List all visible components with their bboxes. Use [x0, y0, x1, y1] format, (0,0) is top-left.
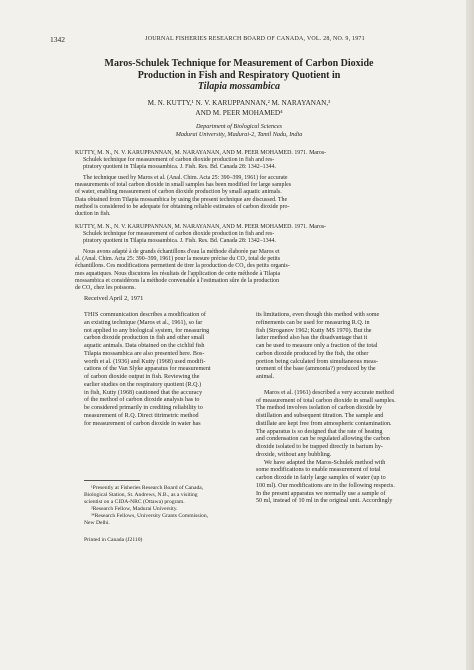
- body-line: an existing technique (Maros et al., 1961), so far: [84, 319, 203, 326]
- body-line: In the present apparatus we normally use a sample of: [256, 490, 386, 497]
- affiliation: [50, 123, 428, 139]
- footnote-rule: [84, 480, 140, 481]
- body-line: dioxide isolated to be trapped directly in barium hy-: [256, 444, 383, 450]
- body-line: earlier studies on the respiratory quotient (R.Q.): [84, 381, 202, 388]
- body-line: measurement of R.Q. Direct titrimetric method: [84, 412, 199, 419]
- author-list: [50, 99, 428, 118]
- citation-french: [75, 224, 403, 246]
- authors-line-1: M. N. KUTTY,¹ N. V. KARUPPANNAN,² M. NARAYANAN,³: [147, 99, 331, 107]
- authors-line-2: AND M. PEER MOHAMED⁴: [195, 108, 283, 117]
- body-line: some modifications to enable measurement of total: [256, 467, 381, 474]
- body-line: The apparatus is so designed that the rate of heating: [256, 428, 383, 435]
- citation-line: Schulek technique for measurement of carbon dioxide production in fish and res-: [83, 157, 275, 164]
- affiliation-department: Department of Biological Sciences: [195, 123, 283, 130]
- affiliation-university: Madurai University, Madurai-2, Tamil Nadu, India: [175, 130, 303, 138]
- body-line: Maros et al. (1961) described a very accurate method: [264, 389, 394, 396]
- received-date: Received April 2, 1971: [84, 295, 144, 302]
- citation-line: piratory quotient in Tilapia mossambica. J. Fish. Res. Bd. Canada 28: 1342–1344.: [83, 238, 276, 245]
- article-title: [50, 58, 428, 93]
- body-line: not applied to any biological system, for measuring: [84, 327, 210, 334]
- page-number: 1342: [50, 35, 65, 44]
- printed-in-note: Printed in Canada (J2110): [84, 537, 143, 543]
- abstract-line: al. (Anal. Chim. Acta 25: 390–399, 1961) pour la mesure précise du CO₂ total de petits: [75, 256, 281, 263]
- body-line: its limitations, even though this method with some: [256, 312, 380, 318]
- citation-english: [75, 150, 403, 172]
- abstract-line: Nous avons adapté à de grands échantillons d'eau la méthode élaborée par Maros et: [83, 249, 280, 255]
- body-line: carbon dioxide produced by the fish, the other: [256, 350, 369, 357]
- lead-word: THIS: [84, 312, 99, 318]
- body-line: of the method of carbon dioxide analysis has to: [84, 397, 200, 404]
- body-line: distillation and subsequent titration. The sample and: [256, 413, 384, 419]
- body-line: of carbon dioxide output in fish. Reviewing the: [84, 374, 200, 380]
- abstract-line: Data obtained from Tilapia mossambica by using the present technique are discussed. The: [75, 196, 288, 203]
- body-line: droxide, without any bubbling.: [256, 451, 332, 458]
- body-line: Tilapia mossambica are also presented here. Bos-: [84, 350, 205, 357]
- footnote-line: ²Research Fellow, Madurai University.: [91, 506, 178, 513]
- abstract-line: method is considered to be adequate for obtaining reliable estimates of carbon dioxide pro-: [75, 203, 290, 210]
- abstract-line: duction in fish.: [75, 211, 111, 218]
- journal-title: JOURNAL FISHERIES RESEARCH BOARD OF CANADA, VOL. 28, NO. 9, 1971: [145, 36, 365, 42]
- body-column-left: [84, 312, 262, 428]
- body-line: latter method also has the disadvantage that it: [256, 335, 368, 342]
- abstract-line: de CO₂ chez les poissons.: [75, 285, 136, 292]
- body-line: 100 ml). Our modifications are in the following respects.: [256, 482, 395, 489]
- body-line: We have adapted the Maros-Schulek method with: [264, 459, 386, 466]
- citation-line: Schulek technique for measurement of carbon dioxide production in fish and res-: [83, 231, 275, 238]
- body-column-right: [256, 312, 442, 506]
- body-line: in fish, Kutty (1968) cautioned that the accuracy: [84, 389, 203, 396]
- citation-line: piratory quotient in Tilapia mossambica. J. Fish. Res. Bd. Canada 28: 1342–1344.: [83, 164, 276, 171]
- abstract-line: The technique used by Maros et al. (Anal. Chim. Acta 25: 390–399, 1961) for accurate: [83, 175, 288, 181]
- footnote-line: ³⁴Research Fellows, University Grants Commission,: [91, 513, 209, 520]
- body-line: of measurement of total carbon dioxide in small samples.: [256, 397, 396, 404]
- footnote-line: Biological Station, St. Andrews, N.B., as a visiting: [84, 492, 198, 499]
- running-header: [50, 36, 428, 46]
- body-line: communication describes a modification of: [98, 312, 206, 318]
- citation-line: KUTTY, M. N., N. V. KARUPPANNAN, M. NARAYANAN, AND M. PEER MOHAMED. 1971. Maros-: [75, 224, 327, 230]
- body-line: refinements can be used for measuring R.Q. in: [256, 319, 370, 326]
- title-line-2: Production in Fish and Respiratory Quotient in: [137, 69, 341, 81]
- body-line: urement of the base (ammonia?) produced by the: [256, 366, 376, 373]
- footnote-line: scientist on a CIDA-NRC (Ottawa) program.: [84, 499, 185, 506]
- body-line: be considered primarily in crediting reliability to: [84, 405, 203, 411]
- abstract-line: échantillons. Ces modifications permettent de tirer la production de CO₂ des petits organis-: [75, 263, 290, 270]
- body-line: worth et al. (1936) and Kutty (1968) used modifi-: [84, 358, 206, 365]
- title-line-3: Tilapia mossambica: [197, 81, 281, 92]
- abstract-line: of water, enabling measurement of carbon dioxide production by small aquatic animals.: [75, 189, 282, 196]
- body-line: 50 ml, instead of 10 ml in the original unit. Accordingly: [256, 498, 393, 505]
- abstract-english: [75, 175, 403, 218]
- body-line: animal.: [256, 374, 275, 380]
- footnote-line: New Delhi.: [84, 520, 110, 527]
- abstract-french: [75, 249, 403, 292]
- scan-edge: [466, 0, 474, 670]
- footnotes: [84, 485, 264, 528]
- body-line: can be used to measure only a fraction of the total: [256, 343, 378, 349]
- body-line: carbon dioxide production in fish and other small: [84, 335, 205, 342]
- citation-line: KUTTY, M. N., N. V. KARUPPANNAN, M. NARAYANAN, AND M. PEER MOHAMED. 1971. Maros-: [75, 150, 327, 156]
- body-line: distillate are kept free from atmospheric contamination.: [256, 420, 392, 427]
- title-line-1: Maros-Schulek Technique for Measurement of Carbon Dioxide: [104, 58, 374, 69]
- body-line: for measurement of carbon dioxide in water has: [84, 420, 201, 427]
- body-line: portion being calculated from simultaneous meas-: [256, 358, 379, 365]
- abstract-line: mossambica et considérons la méthode convenable à l'estimation sûre de la production: [75, 277, 280, 284]
- footnote-line: ¹Presently at Fisheries Research Board of Canada,: [91, 485, 204, 491]
- body-line: cations of the Van Slyke apparatus for measurement: [84, 366, 211, 373]
- body-line: aquatic animals. Data obtained on the cichlid fish: [84, 343, 205, 349]
- body-line: carbon dioxide in fairly large samples of water (up to: [256, 475, 386, 481]
- body-line: The method involves isolation of carbon dioxide by: [256, 405, 383, 412]
- abstract-line: measurements of total carbon dioxide in small samples has been modified for large samples: [75, 182, 291, 189]
- body-line: fish (Stroganov 1962; Kutty MS 1970). But the: [256, 327, 372, 334]
- body-line: and condensation can be regulated allowing the carbon: [256, 436, 390, 443]
- abstract-line: mes aquatiques. Nous discutons les résultats de l'application de cette méthode à Tilapia: [75, 270, 281, 277]
